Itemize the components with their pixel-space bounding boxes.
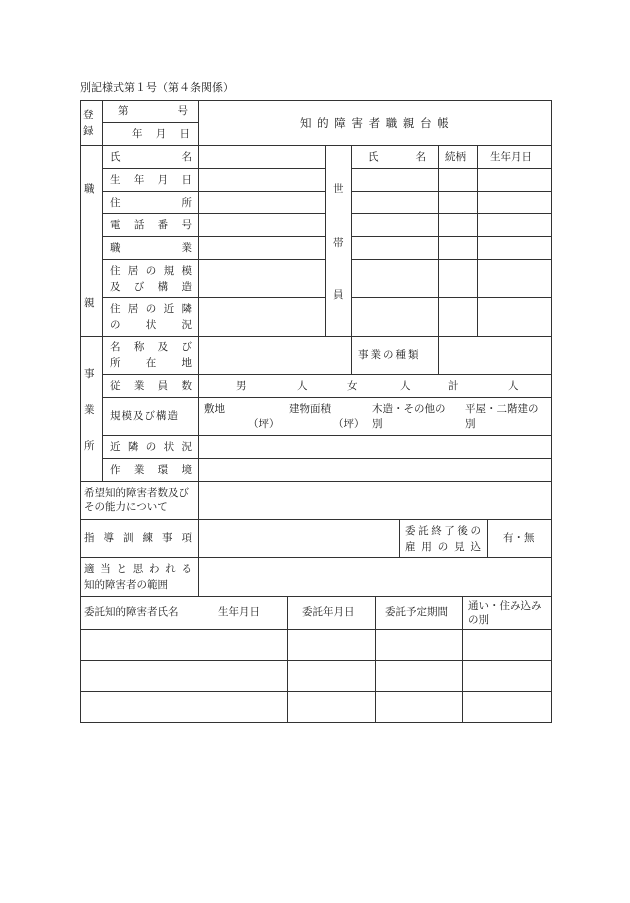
employees-male: 男: [236, 380, 247, 392]
row-birthdate-label: 生 年 月 日: [110, 174, 192, 186]
date-field-label: 年 月 日: [132, 128, 190, 140]
row-neighbor-label-2: の 状 況: [110, 319, 192, 331]
document-label: 別記様式第１号（第４条関係）: [80, 81, 234, 94]
hope-count-label: 希望知的障害者数及びその能力について: [84, 487, 189, 513]
scale-structure-label: 規模及び構造: [110, 410, 179, 422]
business-type-label: 事業の種類: [358, 349, 421, 361]
floors-distinction: 別: [465, 418, 476, 430]
number-field-label: 第 号: [118, 105, 188, 117]
name-location-label-1: 名 称 及 び: [110, 341, 192, 353]
col-consigned-name: 委託知的障害者氏名: [84, 606, 179, 618]
row-occupation-label: 職 業: [110, 242, 192, 254]
building-tsubo: （坪）: [333, 418, 365, 430]
range-label-2: 知的障害者の範囲: [84, 579, 168, 591]
row-housing-scale-label-1: 住 居 の 規 模: [110, 265, 192, 277]
jigyosho-label-2: 業: [84, 404, 95, 416]
col-consign-date: 委託年月日: [302, 606, 355, 618]
name-location-label-2: 所 在 地: [110, 357, 192, 369]
col-birthdate: 生年月日: [218, 606, 260, 618]
yes-no-label: 有・無: [503, 532, 535, 544]
household-col-name: 氏 名: [368, 151, 426, 163]
row-phone-label: 電 話 番 号: [110, 219, 192, 231]
registration-label-2: 録: [83, 125, 94, 137]
row-name-label: 氏 名: [110, 151, 192, 163]
post-employment-label-2: 雇 用 の 見 込: [405, 541, 481, 553]
household-label-1: 世: [333, 183, 344, 195]
jigyosho-label-1: 事: [84, 368, 95, 380]
neighborhood-label: 近 隣 の 状 況: [110, 441, 192, 453]
building-area-label: 建物面積: [289, 403, 331, 415]
training-label: 指 導 訓 練 事 項: [84, 532, 192, 544]
employees-female-unit: 人: [400, 380, 411, 392]
col-planned-period: 委託予定期間: [385, 606, 448, 618]
row-address-label: 住 所: [110, 197, 192, 209]
wooden-distinction: 別: [372, 418, 383, 430]
employees-female: 女: [347, 380, 358, 392]
registration-label-1: 登: [83, 109, 94, 121]
wooden-label: 木造・その他の: [372, 403, 446, 415]
site-label: 敷地: [204, 403, 225, 415]
shokuoya-label-bottom: 親: [84, 297, 95, 309]
shokuoya-label-top: 職: [84, 183, 95, 195]
post-employment-label-1: 委 託 終 了 後 の: [405, 525, 481, 537]
work-environment-label: 作 業 環 境: [110, 464, 192, 476]
site-tsubo: （坪）: [248, 418, 280, 430]
form-title: 知 的 障 害 者 職 親 台 帳: [300, 116, 450, 130]
col-commute-livein: 通い・住み込みの別: [468, 600, 542, 626]
floors-label: 平屋・二階建の: [465, 403, 539, 415]
employees-total: 計: [448, 380, 459, 392]
row-housing-scale-label-2: 及 び 構 造: [110, 281, 192, 293]
household-label-2: 帯: [333, 237, 344, 249]
household-label-3: 員: [333, 289, 344, 301]
range-label-1: 適 当 と 思 わ れ る: [84, 563, 192, 575]
employees-label: 従 業 員 数: [110, 380, 192, 392]
row-neighbor-label-1: 住 居 の 近 隣: [110, 303, 192, 315]
jigyosho-label-3: 所: [84, 440, 95, 452]
employees-total-unit: 人: [508, 380, 519, 392]
household-col-birthdate: 生年月日: [490, 151, 532, 163]
household-col-relation: 続柄: [445, 151, 466, 163]
employees-male-unit: 人: [297, 380, 308, 392]
